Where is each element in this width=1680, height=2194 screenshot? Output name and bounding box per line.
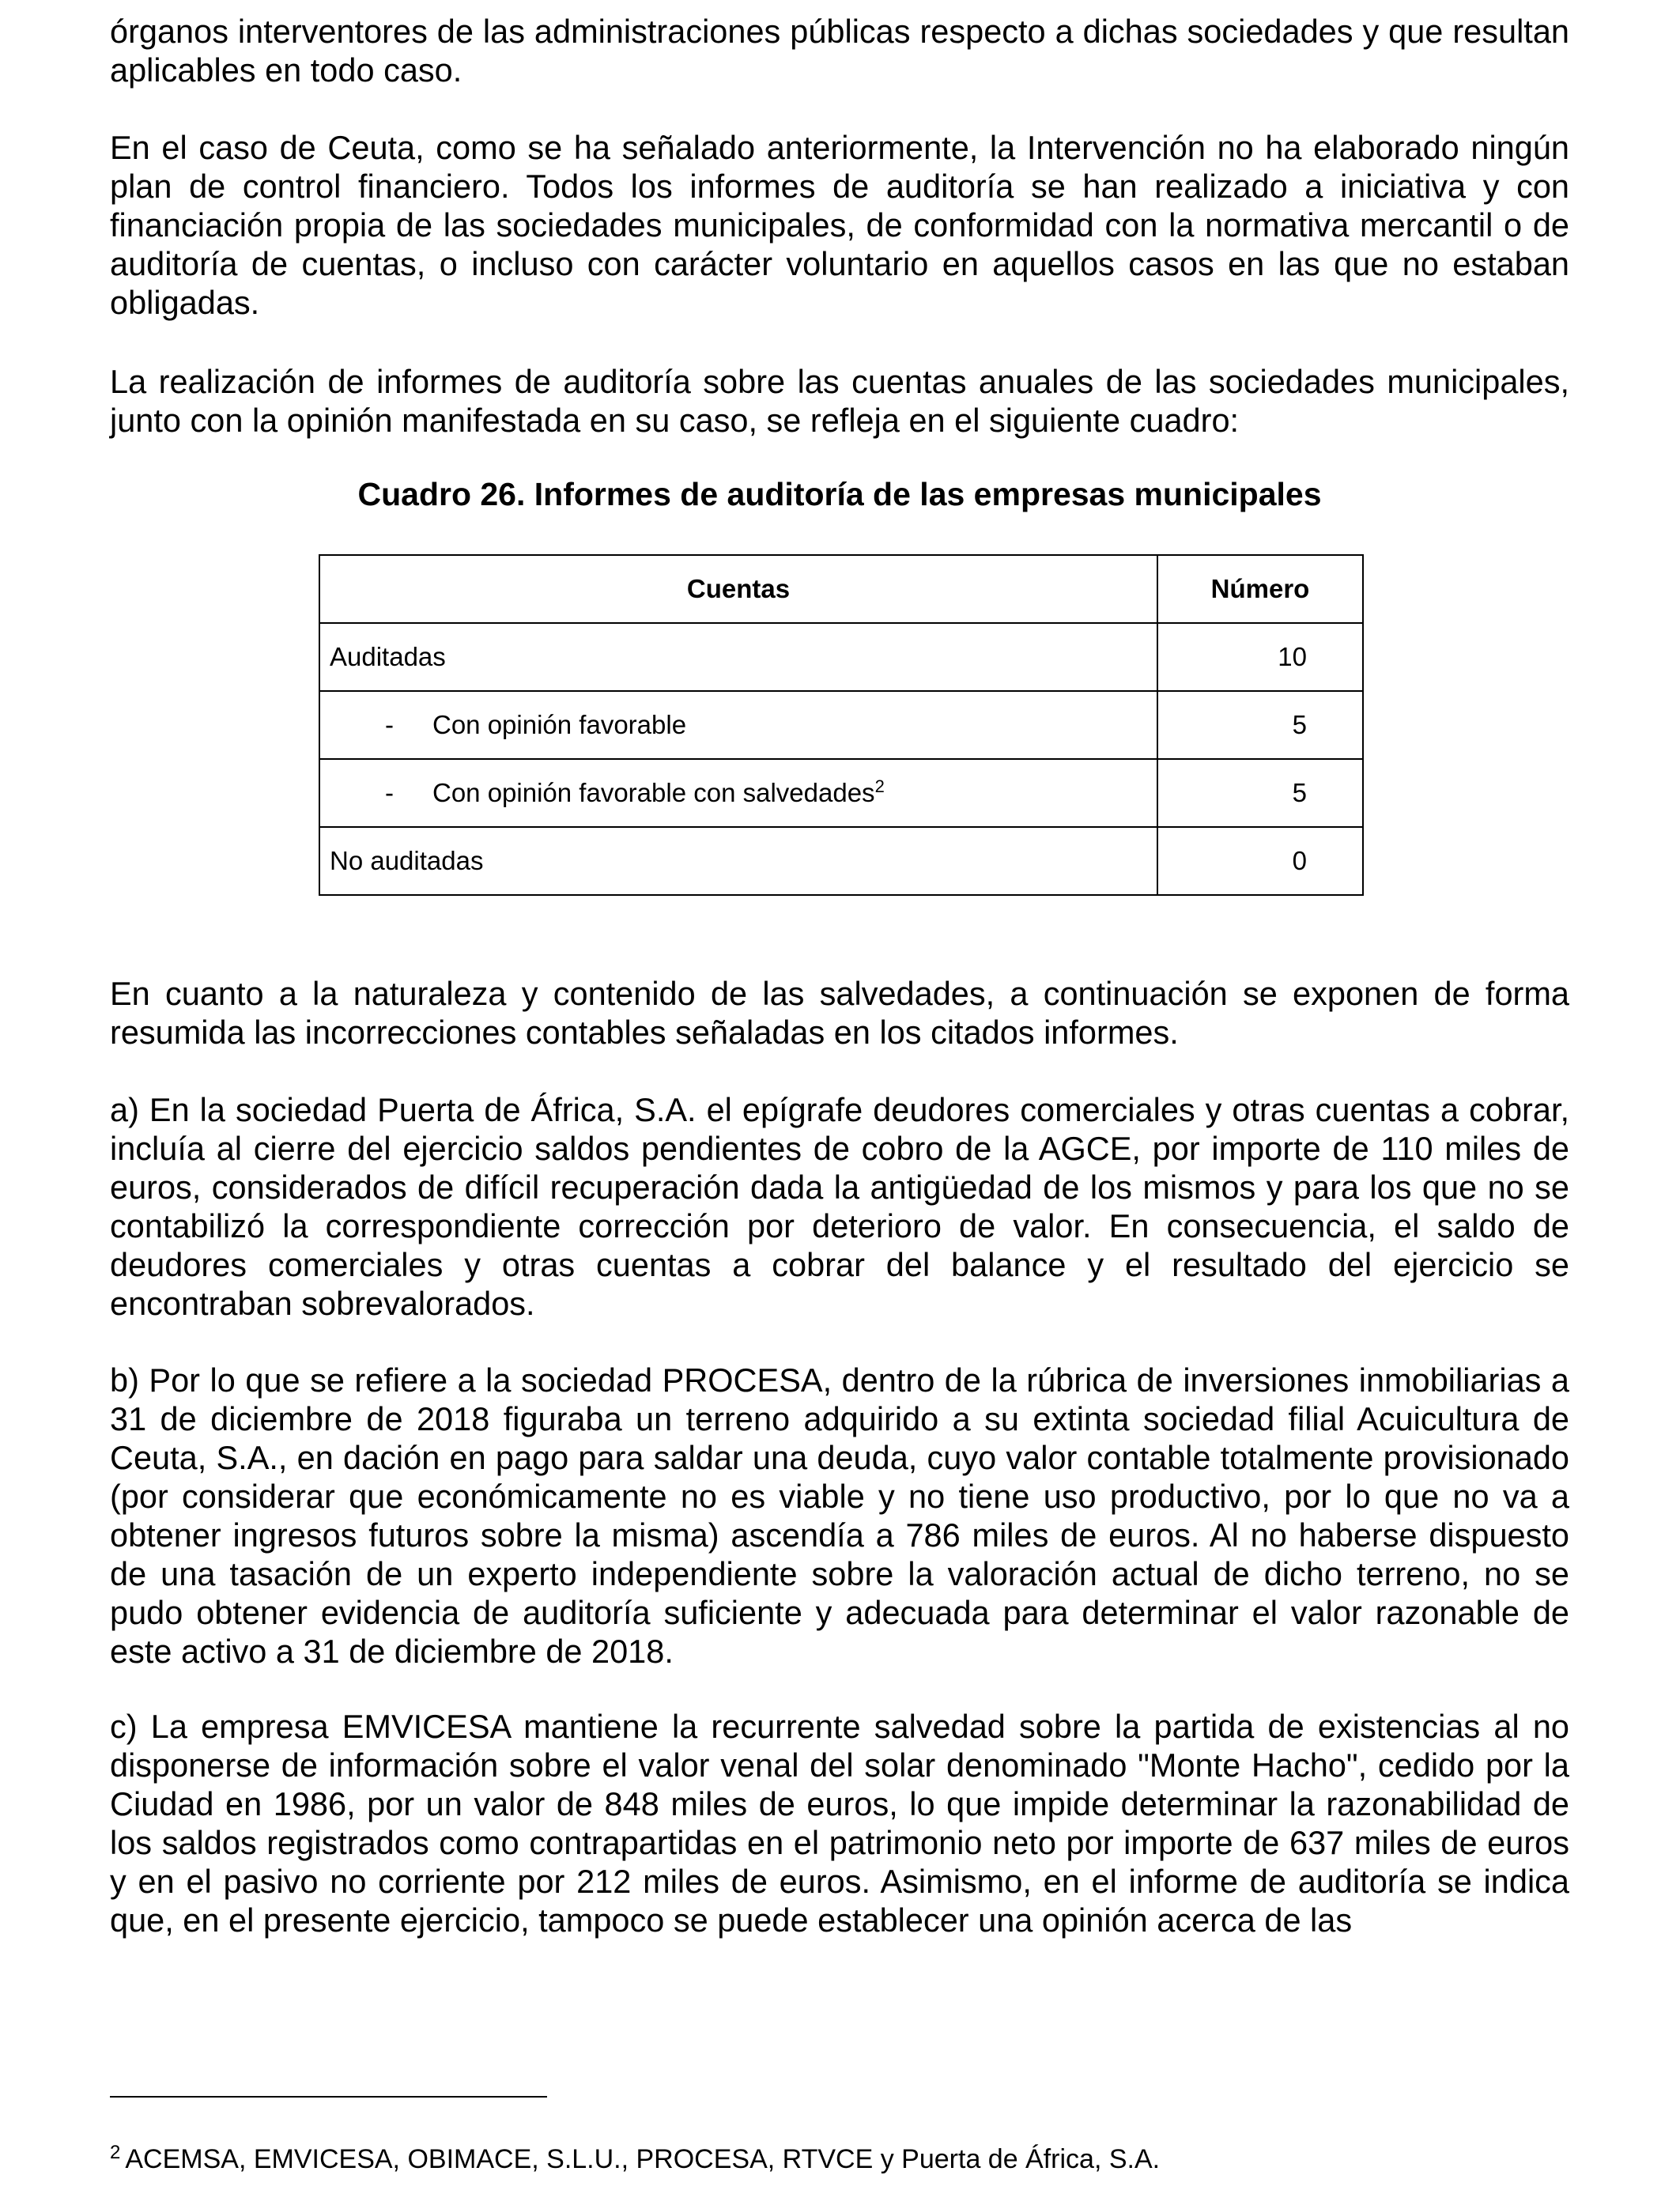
table-row <box>319 759 1363 827</box>
row-dash: - <box>385 710 394 739</box>
header-numero: Número <box>1157 555 1363 623</box>
row-label-text: No auditadas <box>330 846 484 875</box>
row-label-text: Con opinión favorable <box>432 710 687 739</box>
document-page <box>110 0 1569 2194</box>
row-label <box>319 623 1157 691</box>
row-value: 0 <box>1157 827 1363 895</box>
paragraph-ceuta-control: En el caso de Ceuta, como se ha señalado anteriormente, la Intervención no ha elaborado ningún plan de control financiero. Todos los informes de auditoría se han realizado a iniciativa y con financiación propia de las sociedades municipales, de conformidad con la normativa mercantil o de auditoría de cuentas, o incluso con carácter voluntario en aquellos casos en las que no estaban obligadas. <box>110 129 1569 321</box>
table-row <box>319 827 1363 895</box>
row-value: 5 <box>1157 759 1363 827</box>
row-label <box>319 827 1157 895</box>
row-label-text: Auditadas <box>330 642 446 671</box>
paragraph-table-intro: La realización de informes de auditoría sobre las cuentas anuales de las sociedades municipales, junto con la opinión manifestada en su caso, se refleja en el siguiente cuadro: <box>110 363 1569 439</box>
row-value: 10 <box>1157 623 1363 691</box>
table-row <box>319 623 1363 691</box>
paragraph-salvedades-intro: En cuanto a la naturaleza y contenido de las salvedades, a continuación se exponen de forma resumida las incorrecciones contables señaladas en los citados informes. <box>110 975 1569 1051</box>
header-cuentas: Cuentas <box>319 555 1157 623</box>
row-dash: - <box>385 778 394 807</box>
row-label <box>319 691 1157 759</box>
paragraph-item-b: b) Por lo que se refiere a la sociedad PROCESA, dentro de la rúbrica de inversiones inmobiliarias a 31 de diciembre de 2018 figuraba un terreno adquirido a su extinta sociedad filial Acuicultura de Ceuta, S.A., en dación en pago para saldar una deuda, cuyo valor contable totalmente provisionado (por considerar que económicamente no es viable y no tiene uso productivo, por lo que no va a obtener ingresos futuros sobre la misma) ascendía a 786 miles de euros. Al no haberse dispuesto de una tasación de un experto independiente sobre la valoración actual de dicho terreno, no se pudo obtener evidencia de auditoría suficiente y adecuada para determinar el valor razonable de este activo a 31 de diciembre de 2018. <box>110 1361 1569 1670</box>
paragraph-item-c: c) La empresa EMVICESA mantiene la recurrente salvedad sobre la partida de existencias al no disponerse de información sobre el valor venal del solar denominado "Monte Hacho", cedido por la Ciudad en 1986, por un valor de 848 miles de euros, lo que impide determinar la razonabilidad de los saldos registrados como contrapartidas en el patrimonio neto por importe de 637 miles de euros y en el pasivo no corriente por 212 miles de euros. Asimismo, en el informe de auditoría se indica que, en el presente ejercicio, tampoco se puede establecer una opinión acerca de las <box>110 1708 1569 1939</box>
row-label-text: Con opinión favorable con salvedades <box>432 778 875 807</box>
footnote-separator <box>110 2096 547 2098</box>
row-label <box>319 759 1157 827</box>
row-value: 5 <box>1157 691 1363 759</box>
table-caption: Cuadro 26. Informes de auditoría de las empresas municipales <box>357 476 1322 512</box>
audit-reports-table <box>319 554 1364 896</box>
paragraph-intro-continuation: órganos interventores de las administraciones públicas respecto a dichas sociedades y que resultan aplicables en todo caso. <box>110 13 1569 89</box>
table-row <box>319 691 1363 759</box>
footnote-text: ACEMSA, EMVICESA, OBIMACE, S.L.U., PROCESA, RTVCE y Puerta de África, S.A. <box>125 2144 1161 2174</box>
table-header-row <box>319 555 1363 623</box>
paragraph-item-a: a) En la sociedad Puerta de África, S.A. el epígrafe deudores comerciales y otras cuentas a cobrar, incluía al cierre del ejercicio saldos pendientes de cobro de la AGCE, por importe de 110 miles de euros, considerados de difícil recuperación dada la antigüedad de los mismos y para los que no se contabilizó la correspondiente corrección por deterioro de valor. En consecuencia, el saldo de deudores comerciales y otras cuentas a cobrar del balance y el resultado del ejercicio se encontraban sobrevalorados. <box>110 1091 1569 1322</box>
footnote-marker: 2 <box>110 2141 121 2163</box>
footnote-reference: 2 <box>874 776 885 796</box>
footnote <box>110 2143 1160 2176</box>
